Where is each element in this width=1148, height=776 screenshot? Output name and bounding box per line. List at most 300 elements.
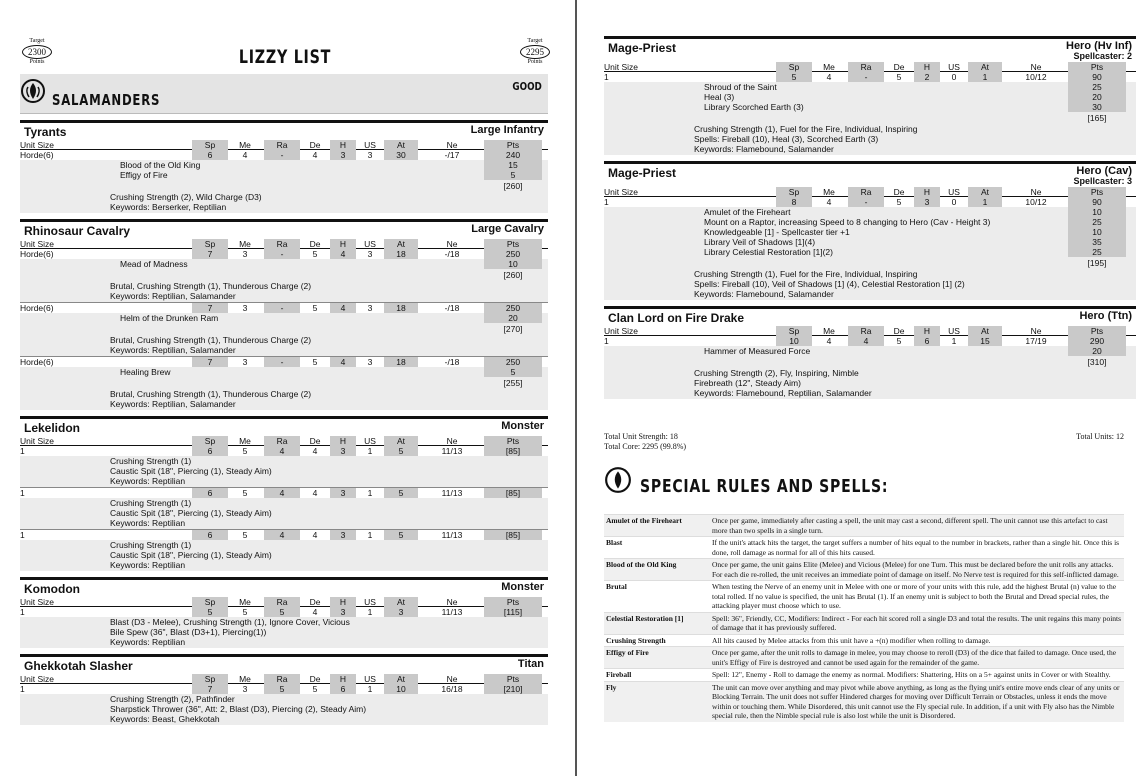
- unit-notes: [20, 617, 548, 648]
- column-header-ne: Ne: [1030, 326, 1042, 336]
- stat-row: [20, 607, 548, 617]
- keywords-line: Keywords: Reptilian, Salamander: [110, 291, 236, 301]
- total-unit-strength: Total Unit Strength: 18: [604, 432, 678, 441]
- upgrade-label: Library Celestial Restoration [1](2): [704, 247, 833, 257]
- stat-pts: [85]: [484, 446, 542, 456]
- upgrade-points: 20: [1068, 346, 1126, 356]
- stat-size: Horde(6): [20, 303, 54, 313]
- column-header-sp: Sp: [776, 326, 812, 336]
- column-header-me: Me: [823, 62, 835, 72]
- stat-sp: 7: [192, 684, 228, 694]
- unit-name: Mage-Priest: [608, 166, 677, 180]
- upgrade-label: Blood of the Old King: [120, 160, 201, 170]
- upgrade-points: 20: [484, 313, 542, 323]
- special-rule-text: If the unit's attack hits the target, the target suffers a number of hits equal to the number in brackets, rather than a single hit. Once this is done, roll damage as normal for all of this hits caused.: [712, 538, 1120, 557]
- special-rule-name: Fireball: [606, 670, 632, 679]
- stat-size: 1: [20, 446, 25, 456]
- keywords-line: Keywords: Flamebound, Salamander: [694, 289, 834, 299]
- special-rule-text: Spell: 36", Friendly, CC, Modifiers: Indirect - For each hit scored roll a single D3 and total the results. The unit regains this many points of damage that it has previously suffered.: [712, 613, 1122, 632]
- unit-type: [1079, 311, 1132, 321]
- column-header-sp: Sp: [192, 597, 228, 607]
- stat-de: 4: [312, 488, 318, 498]
- stat-h: 3: [330, 530, 356, 540]
- stat-at: 1: [968, 72, 1002, 82]
- stat-at: 18: [384, 357, 418, 367]
- stat-me: 3: [242, 303, 248, 313]
- upgrade-label: Healing Brew: [120, 367, 171, 377]
- stat-size: 1: [20, 530, 25, 540]
- list-total-value: 2295: [520, 45, 550, 59]
- stat-ra: 4: [264, 446, 300, 456]
- unit-block: [604, 161, 1136, 300]
- stat-at: 30: [384, 150, 418, 160]
- stat-de: 5: [312, 303, 318, 313]
- unit-type: [518, 659, 544, 669]
- unit-type-label: Hero (Cav): [1076, 165, 1132, 177]
- unit-notes: [604, 124, 1136, 155]
- unit-notes: [604, 269, 1136, 300]
- stat-ra: -: [848, 72, 884, 82]
- column-header-ne: Ne: [1030, 187, 1042, 197]
- special-rule-row: [604, 634, 1124, 647]
- ranged-or-spells-line: Caustic Spit (18", Piercing (1), Steady Aim): [110, 550, 272, 560]
- column-header-h: H: [330, 239, 356, 249]
- stat-us: 0: [951, 72, 957, 82]
- ranged-or-spells-line: Spells: Fireball (10), Heal (3), Scorched Earth (3): [694, 134, 879, 144]
- entry-total-points: [260]: [503, 181, 523, 191]
- unit-name: Mage-Priest: [608, 41, 677, 55]
- special-rules-line: Brutal, Crushing Strength (1), Thunderous Charge (2): [110, 281, 312, 291]
- stat-ne: -/18: [444, 357, 460, 367]
- stat-size: 1: [20, 488, 25, 498]
- column-header-h: H: [914, 326, 940, 336]
- stat-us: 3: [367, 357, 373, 367]
- column-header-at: At: [384, 674, 418, 684]
- stat-header-row: [604, 187, 1136, 197]
- column-header-at: At: [384, 597, 418, 607]
- entry-total-points: [260]: [503, 270, 523, 280]
- stat-ra: 4: [264, 488, 300, 498]
- special-rules-line: Blast (D3 - Melee), Crushing Strength (1), Ignore Cover, Vicious: [110, 617, 350, 627]
- upgrade-item: [604, 247, 1136, 257]
- column-header-ne: Ne: [446, 140, 458, 150]
- salamander-emblem-icon: [604, 466, 632, 494]
- unit-type-label: Large Infantry: [470, 124, 544, 136]
- upgrade-item: [20, 367, 548, 377]
- stat-us: 1: [367, 530, 373, 540]
- stat-ne: -/18: [444, 303, 460, 313]
- column-header-ne: Ne: [1030, 62, 1042, 72]
- upgrade-label: Hammer of Measured Force: [704, 346, 811, 356]
- column-header-pts: Pts: [484, 239, 542, 249]
- keywords-line: Keywords: Reptilian: [110, 476, 186, 486]
- keywords-line: Keywords: Flamebound, Reptilian, Salamander: [694, 388, 872, 398]
- stat-row: [604, 72, 1136, 82]
- stat-sp: 6: [192, 488, 228, 498]
- ranged-or-spells-line: Bile Spew (36", Blast (D3+1), Piercing(1)): [110, 627, 267, 637]
- special-rules-line: Brutal, Crushing Strength (1), Thunderous Charge (2): [110, 335, 312, 345]
- column-header-h: H: [914, 62, 940, 72]
- unit-type: [501, 421, 544, 431]
- stat-sp: 7: [192, 357, 228, 367]
- keywords-line: Keywords: Reptilian: [110, 637, 186, 647]
- special-rules-line: Crushing Strength (2), Wild Charge (D3): [110, 192, 262, 202]
- unit-name: Clan Lord on Fire Drake: [608, 311, 745, 325]
- column-header-size: Unit Size: [20, 239, 55, 249]
- unit-type: [1066, 41, 1132, 61]
- column-header-us: US: [364, 597, 376, 607]
- points-caption: Points: [527, 59, 543, 65]
- ranged-or-spells-line: Sharpstick Thrower (36", Att: 2, Blast (D3), Piercing (2), Steady Aim): [110, 704, 367, 714]
- stat-at: 10: [384, 684, 418, 694]
- stat-header-row: [20, 674, 548, 684]
- column-header-de: De: [309, 140, 321, 150]
- column-header-me: Me: [239, 239, 251, 249]
- stat-size: Horde(6): [20, 357, 54, 367]
- stat-ne: 11/13: [441, 488, 463, 498]
- unit-block: [20, 219, 548, 410]
- stat-sp: 5: [192, 607, 228, 617]
- entry-total: [20, 323, 548, 335]
- upgrade-item: [604, 346, 1136, 356]
- upgrade-label: Helm of the Drunken Ram: [120, 313, 219, 323]
- special-rule-row: [604, 612, 1124, 634]
- unit-type-label: Titan: [517, 658, 544, 670]
- column-header-at: At: [968, 187, 1002, 197]
- upgrade-label: Library Veil of Shadows [1](4): [704, 237, 816, 247]
- unit-header: [604, 39, 1136, 62]
- stat-de: 5: [312, 684, 318, 694]
- unit-header: [20, 657, 548, 674]
- unit-notes: [20, 456, 548, 487]
- total-core: Total Core: 2295 (99.8%): [604, 442, 687, 451]
- upgrade-points: 35: [1068, 237, 1126, 247]
- stat-pts: 250: [484, 249, 542, 259]
- column-header-me: Me: [823, 326, 835, 336]
- stat-header-row: [604, 62, 1136, 72]
- army-alignment: GOOD: [512, 80, 542, 93]
- stat-ne: 11/13: [441, 607, 463, 617]
- ranged-or-spells-line: Spells: Fireball (10), Veil of Shadows [1] (4), Celestial Restoration [1] (2): [694, 279, 965, 289]
- stat-us: 1: [367, 684, 373, 694]
- keywords-line: Keywords: Berserker, Reptilian: [110, 202, 227, 212]
- target-caption: Target: [29, 38, 45, 44]
- upgrade-item: [604, 217, 1136, 227]
- stat-me: 3: [242, 684, 248, 694]
- stat-h: 3: [330, 446, 356, 456]
- stat-pts: 250: [484, 357, 542, 367]
- column-header-us: US: [364, 674, 376, 684]
- column-header-ne: Ne: [446, 239, 458, 249]
- stat-de: 4: [312, 446, 318, 456]
- stat-h: 3: [914, 197, 940, 207]
- stat-row: [20, 357, 548, 367]
- stat-size: 1: [20, 607, 25, 617]
- upgrade-label: Heal (3): [704, 92, 735, 102]
- stat-h: 3: [330, 150, 356, 160]
- stat-size: 1: [20, 684, 25, 694]
- column-header-at: At: [968, 62, 1002, 72]
- column-header-us: US: [364, 239, 376, 249]
- entry-total-points: [270]: [503, 324, 523, 334]
- stat-me: 3: [242, 249, 248, 259]
- column-header-de: De: [309, 436, 321, 446]
- stat-de: 5: [896, 336, 902, 346]
- unit-block: [20, 577, 548, 648]
- stat-us: 3: [367, 303, 373, 313]
- special-rule-row: [604, 646, 1124, 668]
- column-header-us: US: [948, 187, 960, 197]
- entry-total: [604, 112, 1136, 124]
- stat-size: 1: [604, 336, 609, 346]
- stat-sp: 6: [192, 446, 228, 456]
- stat-us: 3: [367, 150, 373, 160]
- column-header-de: De: [893, 62, 905, 72]
- stat-de: 5: [896, 72, 902, 82]
- column-header-size: Unit Size: [604, 62, 639, 72]
- unit-type-label: Monster: [501, 420, 544, 432]
- entry-total: [604, 257, 1136, 269]
- unit-name: Lekelidon: [24, 421, 81, 435]
- unit-header: [20, 419, 548, 436]
- unit-type: [471, 125, 544, 135]
- special-rule-row: [604, 580, 1124, 612]
- unit-type-label: Hero (Hv Inf): [1066, 40, 1132, 52]
- column-header-pts: Pts: [1068, 326, 1126, 336]
- stat-row: [20, 530, 548, 540]
- page-divider: [575, 0, 577, 776]
- upgrade-label: Knowledgeable [1] - Spellcaster tier +1: [704, 227, 850, 237]
- special-rule-name: Crushing Strength: [606, 635, 666, 645]
- upgrade-label: Mead of Madness: [120, 259, 188, 269]
- column-header-at: At: [384, 239, 418, 249]
- unit-header: [20, 580, 548, 597]
- unit-block: [604, 36, 1136, 155]
- left-unit-list: [20, 120, 548, 731]
- stat-at: 15: [968, 336, 1002, 346]
- stat-us: 1: [367, 446, 373, 456]
- stat-me: 4: [826, 197, 832, 207]
- keywords-line: Keywords: Flamebound, Salamander: [694, 144, 834, 154]
- special-rules-line: Crushing Strength (2), Fly, Inspiring, Nimble: [694, 368, 859, 378]
- special-rules-title: SPECIAL RULES AND SPELLS:: [640, 476, 889, 497]
- stat-size: 1: [604, 197, 609, 207]
- stat-us: 0: [951, 197, 957, 207]
- special-rule-row: [604, 681, 1124, 722]
- unit-notes: [20, 389, 548, 410]
- stat-pts: [115]: [484, 607, 542, 617]
- column-header-sp: Sp: [192, 239, 228, 249]
- special-rule-text: Once per game, after the unit rolls to damage in melee, you may choose to reroll (D3) of the dice that failed to damage. Once used, the unit's Effigy of Fire is destroyed and cannot be used again for the remainder of the game.: [712, 648, 1117, 667]
- unit-header: [604, 164, 1136, 187]
- stat-h: 6: [330, 684, 356, 694]
- upgrade-points: 15: [484, 160, 542, 170]
- entry-total-points: [310]: [1087, 357, 1107, 367]
- unit-name: Komodon: [24, 582, 80, 596]
- stat-de: 5: [896, 197, 902, 207]
- stat-pts: 90: [1068, 197, 1126, 207]
- stat-pts: [85]: [484, 530, 542, 540]
- stat-row: [20, 303, 548, 313]
- entry-total-points: [255]: [503, 378, 523, 388]
- special-rule-name: Celestial Restoration [1]: [606, 613, 684, 623]
- stat-me: 3: [242, 357, 248, 367]
- column-header-sp: Sp: [192, 674, 228, 684]
- column-header-de: De: [309, 239, 321, 249]
- special-rule-text: Once per game, immediately after casting a spell, the unit may cast a second, different spell. The unit cannot use this artefact to cast more than two spells in a single turn.: [712, 516, 1108, 535]
- stat-me: 4: [826, 72, 832, 82]
- list-title: LIZZY LIST: [238, 46, 332, 68]
- column-header-pts: Pts: [484, 436, 542, 446]
- stat-de: 5: [312, 249, 318, 259]
- upgrade-item: [20, 160, 548, 170]
- column-header-me: Me: [239, 597, 251, 607]
- column-header-size: Unit Size: [20, 140, 55, 150]
- column-header-h: H: [330, 140, 356, 150]
- stat-sp: 8: [776, 197, 812, 207]
- stat-row: [20, 684, 548, 694]
- column-header-pts: Pts: [1068, 187, 1126, 197]
- column-header-ra: Ra: [264, 140, 300, 150]
- target-points-right: [520, 38, 550, 66]
- column-header-at: At: [968, 326, 1002, 336]
- stat-row: [20, 488, 548, 498]
- keywords-line: Keywords: Reptilian, Salamander: [110, 345, 236, 355]
- stat-header-row: [604, 326, 1136, 336]
- stat-de: 4: [312, 530, 318, 540]
- column-header-ra: Ra: [848, 326, 884, 336]
- entry-total: [20, 269, 548, 281]
- stat-ne: 11/13: [441, 446, 463, 456]
- special-rule-name: Amulet of the Fireheart: [606, 516, 682, 525]
- unit-notes: [20, 281, 548, 302]
- list-header: [20, 38, 550, 74]
- column-header-me: Me: [823, 187, 835, 197]
- special-rule-name: Fly: [606, 682, 617, 692]
- special-rules-line: Crushing Strength (1), Fuel for the Fire, Individual, Inspiring: [694, 269, 918, 279]
- stat-us: 3: [367, 249, 373, 259]
- right-unit-list: [604, 36, 1136, 405]
- right-page: [578, 0, 1148, 776]
- stat-me: 5: [242, 530, 248, 540]
- special-rule-name: Brutal: [606, 582, 627, 591]
- unit-block: [604, 306, 1136, 399]
- upgrade-item: [20, 170, 548, 180]
- column-header-sp: Sp: [192, 436, 228, 446]
- stat-h: 3: [330, 488, 356, 498]
- column-header-de: De: [309, 674, 321, 684]
- unit-name: Ghekkotah Slasher: [24, 659, 133, 673]
- stat-pts: 250: [484, 303, 542, 313]
- special-rule-name: Blast: [606, 538, 623, 547]
- column-header-ra: Ra: [848, 62, 884, 72]
- upgrade-label: Amulet of the Fireheart: [704, 207, 791, 217]
- column-header-me: Me: [239, 436, 251, 446]
- stat-ne: 17/19: [1025, 336, 1047, 346]
- stat-de: 4: [312, 607, 318, 617]
- unit-name: Rhinosaur Cavalry: [24, 224, 131, 238]
- unit-header: [20, 123, 548, 140]
- stat-ra: 4: [848, 336, 884, 346]
- column-header-ra: Ra: [264, 674, 300, 684]
- upgrade-item: [604, 227, 1136, 237]
- stat-ra: -: [264, 303, 300, 313]
- special-rule-text: Once per game, the unit gains Elite (Melee) and Vicious (Melee) for one Turn. This must be declared before the unit rolls any attacks. For each die re-rolled, the unit receives an immediate point of damage on itself. No Nerve test is required for this self-inflicted damage.: [712, 560, 1119, 579]
- stat-us: 1: [951, 336, 957, 346]
- points-caption: Points: [29, 59, 45, 65]
- entry-total: [604, 356, 1136, 368]
- unit-header: [604, 309, 1136, 326]
- upgrade-points: 10: [1068, 207, 1126, 217]
- unit-type-label: Large Cavalry: [471, 223, 544, 235]
- stat-pts: 90: [1068, 72, 1126, 82]
- upgrade-label: Effigy of Fire: [120, 170, 168, 180]
- special-rule-row: [604, 558, 1124, 580]
- column-header-h: H: [330, 674, 356, 684]
- upgrade-item: [604, 92, 1136, 102]
- upgrade-points: 5: [484, 367, 542, 377]
- unit-type: [501, 582, 544, 592]
- upgrade-item: [604, 207, 1136, 217]
- column-header-ra: Ra: [264, 597, 300, 607]
- stat-h: 3: [330, 607, 356, 617]
- unit-notes: [604, 368, 1136, 399]
- spellcaster-level: Spellcaster: 2: [1073, 51, 1132, 61]
- stat-ne: 11/13: [441, 530, 463, 540]
- stat-header-row: [20, 436, 548, 446]
- special-rules-line: Crushing Strength (1): [110, 540, 192, 550]
- upgrade-item: [604, 82, 1136, 92]
- column-header-at: At: [384, 140, 418, 150]
- column-header-pts: Pts: [484, 674, 542, 684]
- entry-total: [20, 180, 548, 192]
- column-header-size: Unit Size: [20, 597, 55, 607]
- unit-type-label: Hero (Ttn): [1079, 310, 1132, 322]
- column-header-size: Unit Size: [604, 187, 639, 197]
- column-header-de: De: [893, 187, 905, 197]
- column-header-at: At: [384, 436, 418, 446]
- entry-total-points: [195]: [1087, 258, 1107, 268]
- column-header-pts: Pts: [484, 597, 542, 607]
- upgrade-label: Shroud of the Saint: [704, 82, 777, 92]
- upgrade-points: 20: [1068, 92, 1126, 102]
- unit-notes: [20, 192, 548, 213]
- upgrade-points: 10: [484, 259, 542, 269]
- target-points-left: [22, 38, 52, 66]
- stat-size: Horde(6): [20, 249, 54, 259]
- entry-total: [20, 377, 548, 389]
- stat-sp: 7: [192, 303, 228, 313]
- stat-header-row: [20, 239, 548, 249]
- column-header-size: Unit Size: [20, 674, 55, 684]
- stat-ra: -: [848, 197, 884, 207]
- stat-pts: [85]: [484, 488, 542, 498]
- stat-sp: 5: [776, 72, 812, 82]
- column-header-us: US: [948, 326, 960, 336]
- unit-type: [1073, 166, 1132, 186]
- column-header-sp: Sp: [192, 140, 228, 150]
- unit-type-label: Monster: [501, 581, 544, 593]
- salamander-emblem-icon: [20, 78, 46, 104]
- keywords-line: Keywords: Reptilian: [110, 560, 186, 570]
- column-header-h: H: [330, 436, 356, 446]
- stat-at: 5: [384, 530, 418, 540]
- special-rules-line: Brutal, Crushing Strength (1), Thunderous Charge (2): [110, 389, 312, 399]
- stat-me: 5: [242, 446, 248, 456]
- stat-row: [604, 197, 1136, 207]
- stat-h: 4: [330, 249, 356, 259]
- stat-size: Horde(6): [20, 150, 54, 160]
